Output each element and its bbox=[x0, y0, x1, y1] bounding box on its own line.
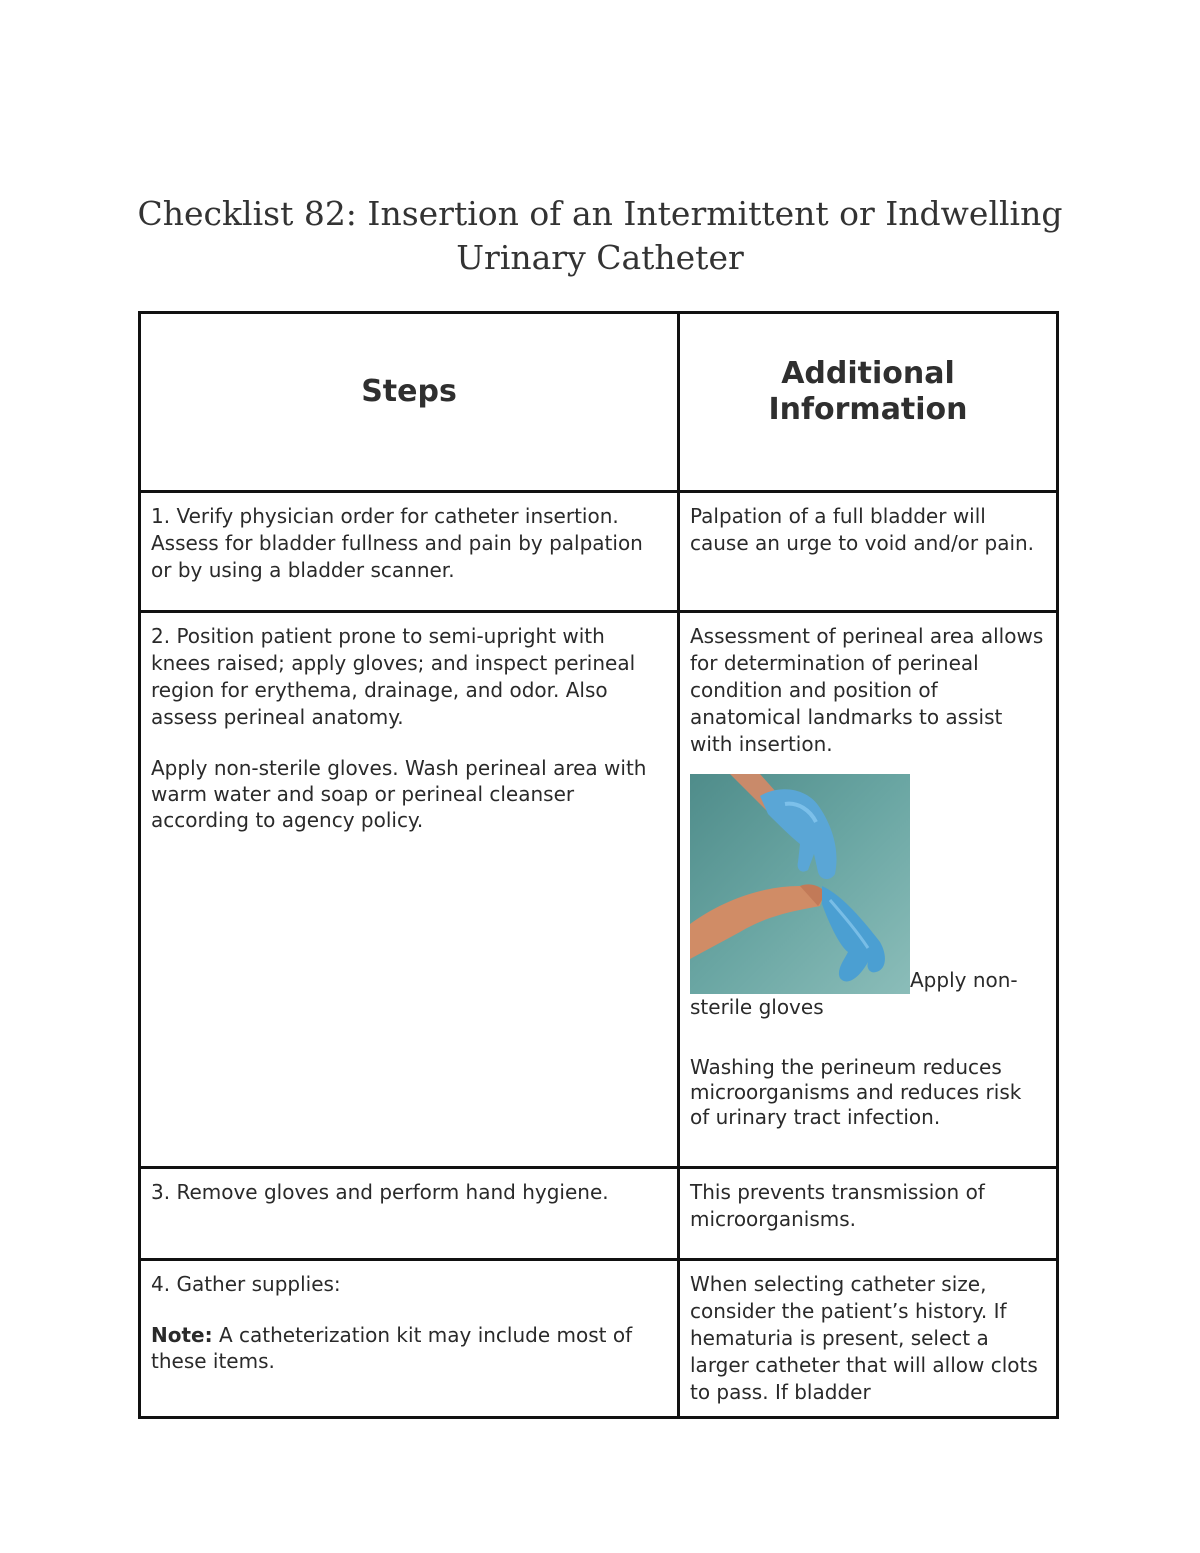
step-cell bbox=[140, 1168, 679, 1260]
additional-info-header bbox=[679, 313, 1058, 492]
table-row bbox=[140, 492, 1058, 612]
note-text bbox=[151, 1322, 667, 1374]
steps-header-label: Steps bbox=[361, 374, 457, 409]
table-row bbox=[140, 1260, 1058, 1418]
info-cell bbox=[679, 492, 1058, 612]
info-text: Palpation of a full bladder will cause an urge to void and/or pain. bbox=[690, 504, 1035, 555]
step-cell bbox=[140, 492, 679, 612]
info-extra-text: Washing the perineum reduces microorganisms and reduces risk of urinary tract infection. bbox=[690, 1055, 1022, 1129]
additional-info-header-line-2: Information bbox=[768, 392, 968, 427]
note-label: Note: bbox=[151, 1323, 213, 1347]
step-text: 1. Verify physician order for catheter insertion. Assess for bladder fullness and pain by palpation or by using a bladder scanner. bbox=[151, 504, 643, 582]
gloves-photo bbox=[690, 774, 910, 994]
note-body: A catheterization kit may include most of these items. bbox=[151, 1323, 633, 1373]
info-text: When selecting catheter size, consider the patient’s history. If hematuria is present, select a larger catheter that will allow clots to pass. If bladder bbox=[690, 1272, 1038, 1404]
document-title bbox=[0, 192, 1200, 280]
document-title-line-1: Checklist 82: Insertion of an Intermittent or Indwelling bbox=[137, 194, 1063, 233]
step-cell bbox=[140, 612, 679, 1168]
gloves-photo-drawing bbox=[690, 774, 910, 994]
step-text: 4. Gather supplies: bbox=[151, 1272, 341, 1296]
step-text: 2. Position patient prone to semi-upright with knees raised; apply gloves; and inspect perineal region for erythema, drainage, and odor. Also assess perineal anatomy. bbox=[151, 624, 636, 729]
info-cell bbox=[679, 612, 1058, 1168]
info-cell bbox=[679, 1260, 1058, 1418]
info-text: This prevents transmission of microorganisms. bbox=[690, 1180, 985, 1231]
table-header-row bbox=[140, 313, 1058, 492]
info-text: Assessment of perineal area allows for determination of perineal condition and position of anatomical landmarks to assist with insertion. bbox=[690, 624, 1044, 756]
step-text: 3. Remove gloves and perform hand hygiene. bbox=[151, 1180, 609, 1204]
step-cell bbox=[140, 1260, 679, 1418]
document-title-line-2: Urinary Catheter bbox=[456, 238, 744, 277]
info-cell bbox=[679, 1168, 1058, 1260]
gloves-photo-caption: Apply non-sterile gloves bbox=[690, 968, 1018, 1019]
step-extra-text: Apply non-sterile gloves. Wash perineal area with warm water and soap or perineal cleanser according to agency policy. bbox=[151, 756, 647, 832]
checklist-table bbox=[138, 311, 1059, 1419]
table-row bbox=[140, 612, 1058, 1168]
additional-info-header-line-1: Additional bbox=[781, 356, 955, 391]
table-row bbox=[140, 1168, 1058, 1260]
gloves-figure bbox=[690, 758, 1046, 1021]
steps-header bbox=[140, 313, 679, 492]
